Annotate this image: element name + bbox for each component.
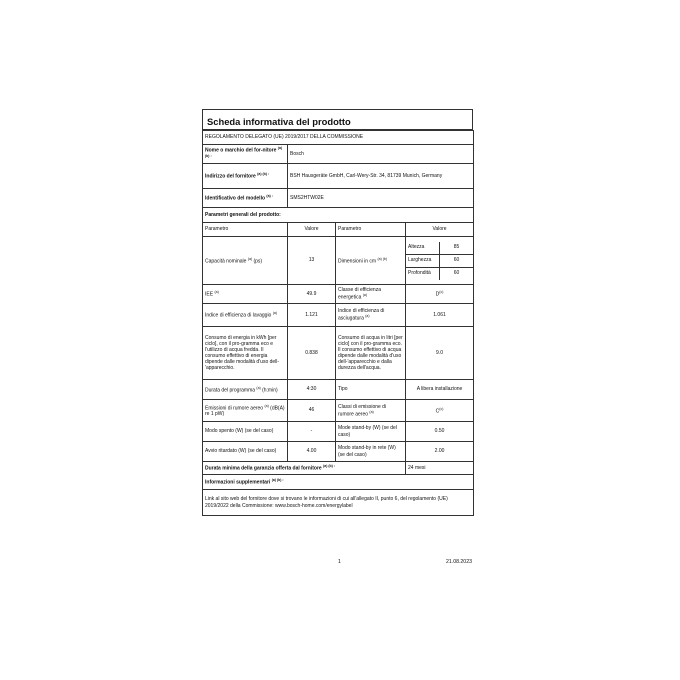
- delay-start-label: Avvio ritardato (W) (se del caso): [203, 442, 288, 462]
- cleaning-index-label: Indice di efficienza di lavaggio $^{(a)}$: [203, 304, 288, 327]
- page-number: 1: [338, 559, 341, 565]
- type-label: Tipo: [336, 380, 406, 400]
- general-parameters-title: Parametri generali del prodotto:: [203, 208, 474, 223]
- regulation-reference: REGOLAMENTO DELEGATO (UE) 2019/2017 DELLA COMMISSIONE: [203, 131, 474, 145]
- drying-index-value: 1.061: [406, 304, 474, 327]
- network-standby-label: Modo stand-by in rete (W) (se del caso): [336, 442, 406, 462]
- sheet-table: [202, 130, 474, 516]
- value-header: Valore: [288, 223, 336, 237]
- duration-label: Durata del programma $^{(a)}$ (h:min): [203, 380, 288, 400]
- dimensions-values: [406, 237, 474, 285]
- additional-info-label: Informazioni supplementari $^{(a) (b) :}$: [203, 475, 474, 490]
- water-consumption-label: Consumo di acqua in litri [per ciclo] con il pro-gramma eco. Il consumo effettivo di acqua dipende dalle modalità d'uso dell-'apparecchio e dalla durezza dell'acqua.: [336, 327, 406, 380]
- noise-emission-label: Emissioni di rumore aereo $^{(a)}$ (dB(A) re 1 pW): [203, 400, 288, 422]
- width-label: Larghezza: [406, 254, 440, 267]
- iee-label: IEE $^{(a)}$: [203, 285, 288, 304]
- energy-consumption-value: 0.838: [288, 327, 336, 380]
- sheet-title: Scheda informativa del prodotto: [202, 109, 473, 130]
- energy-consumption-label: Consumo di energia in kWh [per ciclo], con il pro-gramma eco e l'utilizzo di acqua fredda. Il consumo effettivo di energia dipende dalle modalità d'uso dell-'apparecchio.: [203, 327, 288, 380]
- iee-value: 49.9: [288, 285, 336, 304]
- noise-emission-value: 46: [288, 400, 336, 422]
- supplier-name-value: Bosch: [288, 145, 474, 164]
- standby-label: Mode stand-by (W) (se del caso): [336, 422, 406, 442]
- value-header: Valore: [406, 223, 474, 237]
- product-information-sheet: [202, 109, 473, 516]
- height-value: 85: [440, 242, 474, 255]
- param-header: Parametro: [336, 223, 406, 237]
- noise-class-label: Classi di emissione di rumore aereo $^{(a)}$: [336, 400, 406, 422]
- model-identifier-label: Identificativo del modello $^{(a) :}$: [203, 189, 288, 208]
- energy-class-label: Classe di efficienza energetica $^{(a)}$: [336, 285, 406, 304]
- supplier-name-label: Nome o marchio del for-nitore $^{(a) (b) :}$: [203, 145, 288, 164]
- water-consumption-value: 9.0: [406, 327, 474, 380]
- warranty-label: Durata minima della garanzia offerta dal fornitore $^{(a) (b) :}$: [203, 462, 406, 475]
- capacity-label: Capacità nominale $^{(a)}$ (ps): [203, 237, 288, 285]
- param-header: Parametro: [203, 223, 288, 237]
- noise-class-value: $C^{(c)}$: [406, 400, 474, 422]
- duration-value: 4:30: [288, 380, 336, 400]
- off-mode-value: -: [288, 422, 336, 442]
- supplier-address-label: Indirizzo del fornitore $^{(a) (b) :}$: [203, 164, 288, 189]
- type-value: A libera installazione: [406, 380, 474, 400]
- capacity-value: 13: [288, 237, 336, 285]
- energy-class-value: $D^{(c)}$: [406, 285, 474, 304]
- document-date: 21.08.2023: [446, 559, 472, 565]
- off-mode-label: Modo spento (W) (se del caso): [203, 422, 288, 442]
- depth-label: Profondità: [406, 267, 440, 280]
- width-value: 60: [440, 254, 474, 267]
- drying-index-label: Indice di efficienza di asciugatura $^{(a)}$: [336, 304, 406, 327]
- additional-info-text: Link al sito web del fornitore dove si trovano le informazioni di cui all'allegato II, punto 6, del regolamento (UE) 2019/2022 della Commissione: www.bosch-home.com/energylabel: [203, 490, 474, 516]
- model-identifier-value: SMS2HTW02E: [288, 189, 474, 208]
- delay-start-value: 4.00: [288, 442, 336, 462]
- standby-value: 0.50: [406, 422, 474, 442]
- depth-value: 60: [440, 267, 474, 280]
- network-standby-value: 2.00: [406, 442, 474, 462]
- dimensions-label: Dimensioni in cm $^{(a) (b)}$: [336, 237, 406, 285]
- warranty-value: 24 mesi: [406, 462, 474, 475]
- height-label: Altezza: [406, 242, 440, 255]
- cleaning-index-value: 1.121: [288, 304, 336, 327]
- supplier-address-value: BSH Hausgeräte GmbH, Carl-Wery-Str. 34, 81739 Munich, Germany: [288, 164, 474, 189]
